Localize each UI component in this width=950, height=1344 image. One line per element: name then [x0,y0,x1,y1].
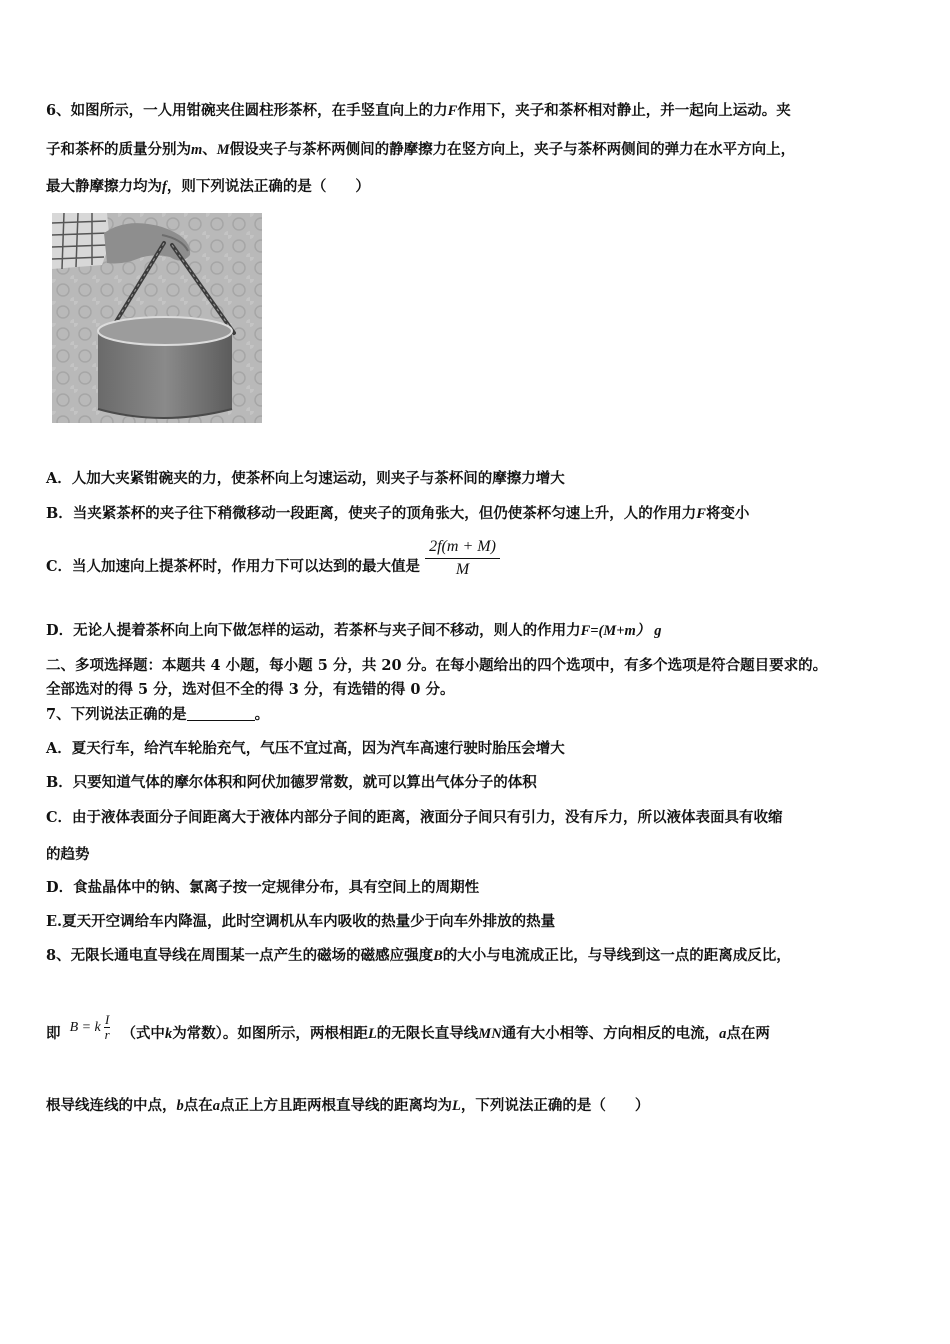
q7-option-e: E.夏天开空调给车内降温，此时空调机从车内吸收的热量少于向车外排放的热量 [46,913,556,930]
max-force-fraction: $\frac{2f(m + M)}{M}$ [425,538,500,579]
q7-option-c-cont: 的趋势 [46,846,90,863]
q6-option-c: C．当人加速向上提茶杯时，作用力下可以达到的最大值是 $\frac{2f(m + M)}{M}$ [46,538,500,579]
tongs-cup-photo [52,213,262,423]
q6-option-d: D．无论人提着茶杯向上向下做怎样的运动，若茶杯与夹子间不移动，则人的作用力F=(M+m） g [46,622,662,639]
section-2-header-line-1: 二、多项选择题：本题共 4 小题，每小题 5 分，共 20 分。在每小题给出的四个选项中，有多个选项是符合题目要求的。 [46,657,828,674]
q8-line-2: 即 B = k $\frac{I}{r}$ （式中k为常数）。如图所示，两根相距L的无限长直导线MN通有大小相等、方向相反的电流，a点在两 [46,1012,770,1042]
force-symbol: F [447,103,458,119]
q6-line-3: 最大静摩擦力均为f，则下列说法正确的是（ ） [46,178,370,195]
q8-line-3: 根导线连线的中点，b点在a点正上方且距两根直导线的距离均为L，下列说法正确的是（ ） [46,1097,650,1114]
q7-option-b: B．只要知道气体的摩尔体积和阿伏加德罗常数，就可以算出气体分子的体积 [46,774,537,791]
section-2-header-line-2: 全部选对的得 5 分，选对但不全的得 3 分，有选错的得 0 分。 [46,681,455,698]
q7-option-c: C．由于液体表面分子间距离大于液体内部分子间的距离，液面分子间只有引力，没有斥力，所以液体表面具有收缩 [46,809,783,826]
answer-blank [187,706,255,721]
q6-line-2: 子和茶杯的质量分别为m、M假设夹子与茶杯两侧间的静摩擦力在竖方向上，夹子与茶杯两侧间的弹力在水平方向上， [46,141,796,158]
q7-option-d: D．食盐晶体中的钠、氯离子按一定规律分布，具有空间上的周期性 [46,879,480,896]
field-formula: B = k $\frac{I}{r}$ [69,1012,110,1042]
q6-option-a: A．人加大夹紧钳碗夹的力，使茶杯向上匀速运动，则夹子与茶杯间的摩擦力增大 [46,470,565,487]
q6-option-b: B．当夹紧茶杯的夹子往下稍微移动一段距离，使夹子的顶角张大，但仍使茶杯匀速上升，人的作用力F将变小 [46,505,750,522]
q7-option-a: A．夏天行车，给汽车轮胎充气，气压不宜过高，因为汽车高速行驶时胎压会增大 [46,740,565,757]
q8-line-1: 8、无限长通电直导线在周围某一点产生的磁场的磁感应强度B的大小与电流成正比，与导线到这一点的距离成反比， [46,947,791,964]
q7-stem: 7、下列说法正确的是 。 [46,706,270,723]
q6-line-1: 6、如图所示，一人用钳碗夹住圆柱形茶杯，在手竖直向上的力F作用下，夹子和茶杯相对静止，并一起向上运动。夹 [46,102,791,119]
tongs-cup-illustration [52,213,262,423]
